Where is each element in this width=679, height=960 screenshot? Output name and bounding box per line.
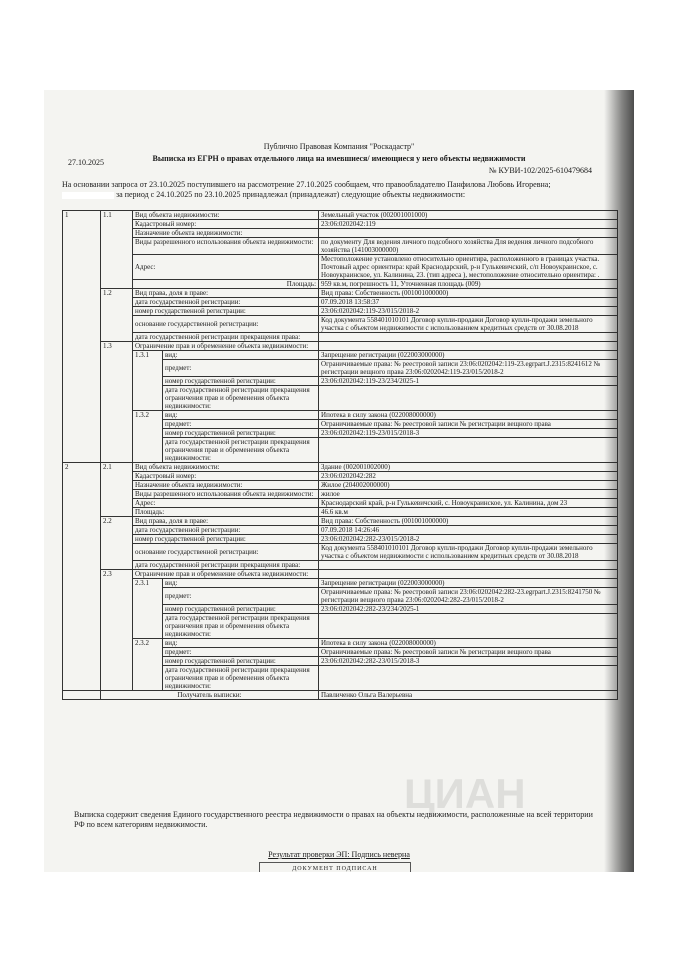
table-row [63, 463, 618, 472]
row-label: основание государственной регистрации: [133, 316, 319, 333]
row-value: Код документа 558401010101 Договор купли-продажи Договор купли-продажи земельного участка с объектом недвижимости с использованием кредитных средств от 30.08.2018 [319, 316, 618, 333]
table-row [63, 255, 618, 280]
section-index: 2.3 [101, 570, 133, 691]
row-value [319, 229, 618, 238]
document-number: № КУВИ-102/2025-610479684 [488, 166, 592, 175]
table-row [63, 508, 618, 517]
document-date: 27.10.2025 [68, 158, 104, 167]
section-index: 2.2 [101, 517, 133, 570]
row-label: дата государственной регистрации прекращения права: [133, 561, 319, 570]
row-label: Кадастровый номер: [133, 472, 319, 481]
row-label: Адрес: [133, 499, 319, 508]
section-index: 1.1 [101, 211, 133, 289]
section-index: 1.2 [101, 289, 133, 342]
row-label: дата государственной регистрации прекращения ограничения прав и обременения объекта недвижимости: [163, 438, 319, 463]
row-value: Ограничиваемые права: № реестровой записи 23:06:0202042:282-23.egrpart.J.2315:8241750 № регистрации вещного права 23:06:0202042:282-23/015/2018-2 [319, 588, 618, 605]
row-value: Краснодарский край, р-н Гулькевичский, с. Новоукраинское, ул. Калинина, дом 23 [319, 499, 618, 508]
row-value: 23:06:0202042:119-23/234/2025-1 [319, 377, 618, 386]
table-row [63, 535, 618, 544]
recipient-name: Павличенко Ольга Валерьевна [319, 691, 618, 700]
row-value: 23:06:0202042:282-23/015/2018-3 [319, 657, 618, 666]
document-page [44, 90, 634, 872]
row-value: Ограничиваемые права: № реестровой записи № регистрации вещного права [319, 648, 618, 657]
row-label: вид: [163, 639, 319, 648]
row-label: Площадь: [133, 508, 319, 517]
row-value: 07.09.2018 13:58:37 [319, 298, 618, 307]
property-table [62, 210, 618, 700]
row-value: Жилое (204002000000) [319, 481, 618, 490]
row-value: Местоположение установлено относительно ориентира, расположенного в границах участка. Почтовый адрес ориентира: край Краснодарский, р-н Гулькевичский, с/п Новоукраинское, с. Новоукраинское, ул. Калинина, 23. (тип адреса ), местоположение относительно ориентира: . [319, 255, 618, 280]
subsection-index: 2.3.2 [133, 639, 163, 691]
row-value: 23:06:0202042:282 [319, 472, 618, 481]
row-value: 07.09.2018 14:26:46 [319, 526, 618, 535]
document-title: Выписка из ЕГРН о правах отдельного лица на имевшиеся/ имеющиеся у него объекты недвижимости [152, 154, 526, 163]
table-row [63, 411, 618, 420]
row-label: дата государственной регистрации прекращения ограничения прав и обременения объекта недвижимости: [163, 386, 319, 411]
row-label: Назначение объекта недвижимости: [133, 229, 319, 238]
row-label: номер государственной регистрации: [133, 307, 319, 316]
row-value: 23:06:0202042:282-23/015/2018-2 [319, 535, 618, 544]
scan-shadow [604, 90, 634, 872]
row-label: Вид права, доля в праве: [133, 289, 319, 298]
table-row [63, 298, 618, 307]
object-index: 2 [63, 463, 101, 691]
row-label: Вид объекта недвижимости: [133, 463, 319, 472]
table-row [63, 316, 618, 333]
row-label: Площадь: [133, 280, 319, 289]
table-row [63, 289, 618, 298]
subsection-index: 2.3.1 [133, 579, 163, 639]
row-value: Ограничиваемые права: № реестровой записи № регистрации вещного права [319, 420, 618, 429]
table-row [63, 472, 618, 481]
row-label: предмет: [163, 360, 319, 377]
row-value: 23:06:0202042:119-23/015/2018-2 [319, 307, 618, 316]
footer-note: Выписка содержит сведения Единого государственного реестра недвижимости о правах на объекты недвижимости, расположенные на всей территории РФ по всем категориям недвижимости. [74, 810, 593, 829]
row-label: вид: [163, 579, 319, 588]
row-label: дата государственной регистрации прекращения ограничения прав и обременения объекта недвижимости: [163, 614, 319, 639]
section-index: 1.3 [101, 342, 133, 463]
table-row [63, 499, 618, 508]
row-label: номер государственной регистрации: [133, 535, 319, 544]
table-row [63, 544, 618, 561]
row-value: Запрещение регистрации (022003000000) [319, 351, 618, 360]
row-value: Вид права: Собственность (001001000000) [319, 289, 618, 298]
row-label: Назначение объекта недвижимости: [133, 481, 319, 490]
row-value: Ограничиваемые права: № реестровой записи 23:06:0202042:119-23.egrpart.J.2315:8241612 № регистрации вещного права 23:06:0202042:119-23/015/2018-2 [319, 360, 618, 377]
row-value [319, 561, 618, 570]
row-label: Ограничение прав и обременение объекта недвижимости: [133, 570, 319, 579]
watermark-logo: ЦИАН [404, 770, 526, 817]
row-value: 46.6 кв.м [319, 508, 618, 517]
table-row [63, 570, 618, 579]
row-value [319, 333, 618, 342]
row-value: Ипотека в силу закона (022008000000) [319, 411, 618, 420]
row-label: вид: [163, 351, 319, 360]
empty-cell [63, 691, 101, 700]
row-label: предмет: [163, 420, 319, 429]
intro-line2: за период с 24.10.2025 по 23.10.2025 принадлежал (принадлежат) следующие объекты недвижимости: [116, 190, 466, 199]
table-row [63, 561, 618, 570]
table-row [63, 517, 618, 526]
row-label: Ограничение прав и обременение объекта недвижимости: [133, 342, 319, 351]
row-label: номер государственной регистрации: [163, 605, 319, 614]
row-label: Адрес: [133, 255, 319, 280]
object-index: 1 [63, 211, 101, 463]
section-index: 2.1 [101, 463, 133, 517]
row-value: по документу Для ведения личного подсобного хозяйства Для ведения личного подсобного хозяйства (141003000000) [319, 238, 618, 255]
subsection-index: 1.3.1 [133, 351, 163, 411]
row-label: Виды разрешенного использования объекта недвижимости: [133, 490, 319, 499]
table-row [63, 211, 618, 220]
table-row [63, 579, 618, 588]
row-value: Здание (002001002000) [319, 463, 618, 472]
table-row [63, 490, 618, 499]
row-label: Вид права, доля в праве: [133, 517, 319, 526]
row-value [319, 666, 618, 691]
table-row [63, 280, 618, 289]
row-value: 23:06:0202042:282-23/234/2025-1 [319, 605, 618, 614]
table-row [63, 220, 618, 229]
intro-text [62, 180, 604, 200]
row-label: дата государственной регистрации: [133, 526, 319, 535]
table-row [63, 526, 618, 535]
table-row [63, 639, 618, 648]
table-row [63, 238, 618, 255]
table-row [63, 307, 618, 316]
row-value: Земельный участок (002001001000) [319, 211, 618, 220]
row-label: дата государственной регистрации прекращения ограничения прав и обременения объекта недвижимости: [163, 666, 319, 691]
recipient-label: Получатель выписки: [101, 691, 319, 700]
row-value [319, 570, 618, 579]
row-value: 23:06:0202042:119 [319, 220, 618, 229]
row-label: вид: [163, 411, 319, 420]
row-label: дата государственной регистрации: [133, 298, 319, 307]
redacted-block [62, 192, 114, 199]
intro-line1: На основании запроса от 23.10.2025 поступившего на рассмотрение 27.10.2025 сообщаем, что правообладателю Панфилова Любовь Игоревна; [62, 180, 551, 189]
row-value [319, 614, 618, 639]
row-label: номер государственной регистрации: [163, 657, 319, 666]
table-row [63, 351, 618, 360]
row-label: Вид объекта недвижимости: [133, 211, 319, 220]
row-label: предмет: [163, 588, 319, 605]
row-value: Код документа 558401010101 Договор купли-продажи Договор купли-продажи земельного участка с объектом недвижимости с использованием кредитных средств от 30.08.2018 [319, 544, 618, 561]
table-row [63, 229, 618, 238]
row-value: 23:06:0202042:119-23/015/2018-3 [319, 429, 618, 438]
table-row [63, 481, 618, 490]
row-value [319, 438, 618, 463]
table-row [63, 342, 618, 351]
row-label: предмет: [163, 648, 319, 657]
signature-check: Результат проверки ЭП: Подпись неверна [268, 850, 410, 859]
row-label: Кадастровый номер: [133, 220, 319, 229]
row-value [319, 386, 618, 411]
row-value [319, 342, 618, 351]
row-value: Вид права: Собственность (001001000000) [319, 517, 618, 526]
row-label: основание государственной регистрации: [133, 544, 319, 561]
signed-stamp: ДОКУМЕНТ ПОДПИСАН [259, 862, 411, 872]
row-value: 959 кв.м, погрешность 11, Уточненная площадь (009) [319, 280, 618, 289]
row-value: Ипотека в силу закона (022008000000) [319, 639, 618, 648]
row-label: номер государственной регистрации: [163, 429, 319, 438]
row-value: жилое [319, 490, 618, 499]
company-name: Публично Правовая Компания "Роскадастр" [263, 142, 415, 151]
recipient-row [63, 691, 618, 700]
row-label: дата государственной регистрации прекращения права: [133, 333, 319, 342]
row-value: Запрещение регистрации (022003000000) [319, 579, 618, 588]
row-label: Виды разрешенного использования объекта недвижимости: [133, 238, 319, 255]
row-label: номер государственной регистрации: [163, 377, 319, 386]
table-row [63, 333, 618, 342]
subsection-index: 1.3.2 [133, 411, 163, 463]
